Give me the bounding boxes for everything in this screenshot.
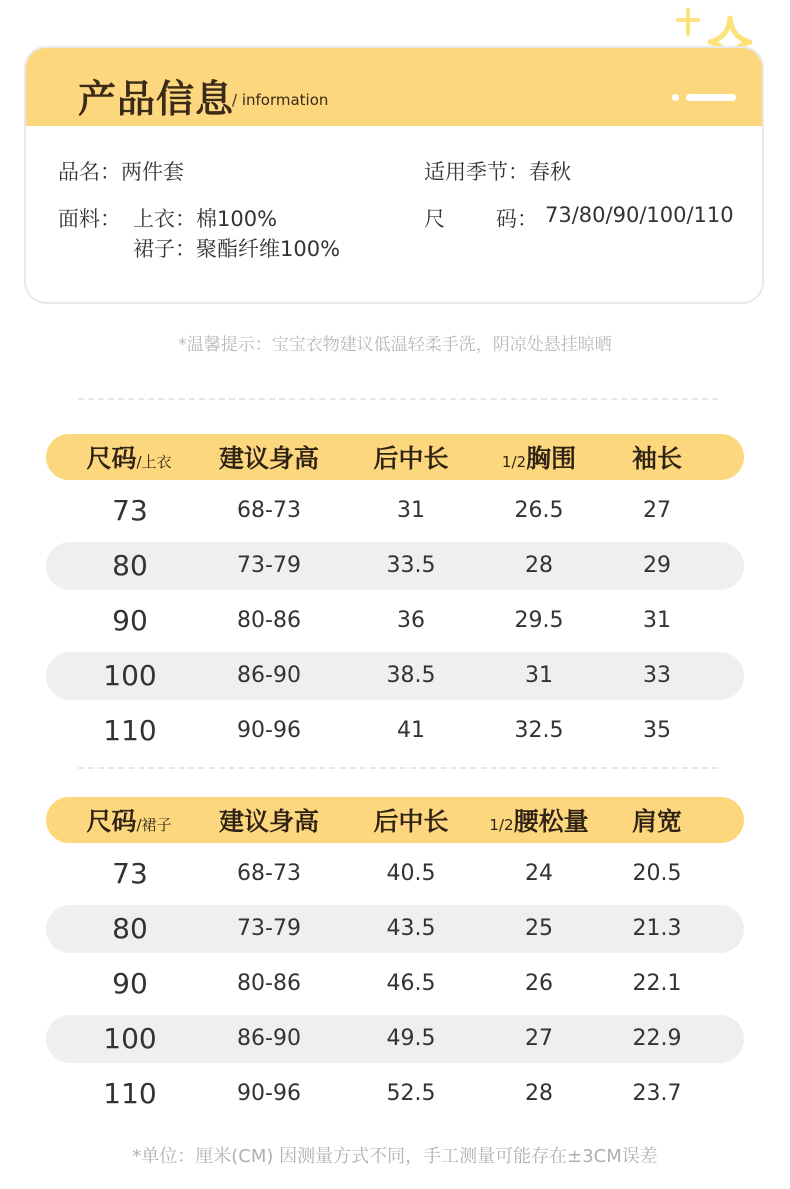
table-cell: 73 <box>112 857 148 890</box>
table-cell: 73-79 <box>237 553 301 578</box>
table-cell: 25 <box>525 916 553 941</box>
top-table-header <box>46 434 744 480</box>
product-name-label: 品名： <box>58 160 121 184</box>
table-cell: 38.5 <box>386 663 436 688</box>
top-col-sleeve: 袖长 <box>631 444 682 473</box>
table-cell: 43.5 <box>386 916 436 941</box>
top-col-height: 建议身高 <box>218 444 319 473</box>
size-label-1: 尺 <box>424 207 445 231</box>
table-cell: 41 <box>397 718 425 743</box>
table-cell: 31 <box>643 608 671 633</box>
product-name-value: 两件套 <box>121 160 184 184</box>
table-cell: 100 <box>103 1022 157 1055</box>
size-label-2: 码： <box>496 207 538 231</box>
table-cell: 110 <box>103 714 157 747</box>
table-row <box>46 850 744 898</box>
table-cell: 27 <box>525 1026 553 1051</box>
table-cell: 80-86 <box>237 608 301 633</box>
fabric-skirt: 裙子：聚酯纤维100% <box>133 237 341 261</box>
table-cell: 31 <box>397 498 425 523</box>
product-info-header <box>26 48 762 126</box>
table-cell: 49.5 <box>386 1026 436 1051</box>
table-cell: 22.1 <box>632 971 682 996</box>
table-cell: 90-96 <box>237 718 301 743</box>
table-row <box>46 1015 744 1063</box>
table-cell: 28 <box>525 1081 553 1106</box>
product-info-title: 产品信息 <box>78 77 235 121</box>
table-cell: 100 <box>103 659 157 692</box>
table-cell: 22.9 <box>632 1026 682 1051</box>
table-row <box>46 1070 744 1118</box>
table-cell: 23.7 <box>632 1081 682 1106</box>
table-row <box>46 707 744 755</box>
table-cell: 21.3 <box>632 916 682 941</box>
table-row <box>46 542 744 590</box>
table-row <box>46 597 744 645</box>
decor-dot <box>672 94 679 101</box>
season-label: 适用季节： <box>424 160 529 184</box>
skirt-col-waist: 1/2腰松量 <box>489 807 589 836</box>
skirt-col-height: 建议身高 <box>218 807 319 836</box>
table-cell: 110 <box>103 1077 157 1110</box>
table-cell: 28 <box>525 553 553 578</box>
table-cell: 52.5 <box>386 1081 436 1106</box>
skirt-col-size: 尺码/裙子 <box>86 807 172 836</box>
table-cell: 26.5 <box>514 498 564 523</box>
care-tip: *温馨提示：宝宝衣物建议低温轻柔手洗，阴凉处悬挂晾晒 <box>178 335 612 355</box>
divider <box>78 767 718 769</box>
table-cell: 73 <box>112 494 148 527</box>
decor-bar <box>686 94 736 101</box>
skirt-table-header <box>46 797 744 843</box>
table-row <box>46 487 744 535</box>
footer-note: *单位：厘米(CM) 因测量方式不同，手工测量可能存在±3CM误差 <box>132 1146 658 1167</box>
table-cell: 90 <box>112 967 148 1000</box>
table-cell: 31 <box>525 663 553 688</box>
table-cell: 33 <box>643 663 671 688</box>
table-cell: 29 <box>643 553 671 578</box>
table-cell: 24 <box>525 861 553 886</box>
table-row <box>46 905 744 953</box>
table-cell: 27 <box>643 498 671 523</box>
table-cell: 20.5 <box>632 861 682 886</box>
table-cell: 90-96 <box>237 1081 301 1106</box>
season-line <box>424 156 571 186</box>
table-cell: 40.5 <box>386 861 436 886</box>
table-cell: 90 <box>112 604 148 637</box>
season-value: 春秋 <box>529 160 571 184</box>
table-cell: 35 <box>643 718 671 743</box>
table-cell: 86-90 <box>237 1026 301 1051</box>
table-cell: 80-86 <box>237 971 301 996</box>
skirt-col-shoulder: 肩宽 <box>631 807 682 836</box>
table-cell: 68-73 <box>237 498 301 523</box>
top-col-chest: 1/2胸围 <box>501 444 577 473</box>
size-value: 73/80/90/100/110 <box>545 203 734 227</box>
table-cell: 80 <box>112 912 148 945</box>
table-cell: 36 <box>397 608 425 633</box>
divider <box>78 398 718 400</box>
table-cell: 68-73 <box>237 861 301 886</box>
table-cell: 29.5 <box>514 608 564 633</box>
product-name-line <box>58 156 184 186</box>
top-col-size: 尺码/上衣 <box>86 444 172 473</box>
skirt-col-back-length: 后中长 <box>373 807 449 836</box>
table-row <box>46 960 744 1008</box>
table-cell: 86-90 <box>237 663 301 688</box>
top-col-back-length: 后中长 <box>373 444 449 473</box>
table-cell: 46.5 <box>386 971 436 996</box>
table-cell: 33.5 <box>386 553 436 578</box>
fabric-top: 上衣：棉100% <box>133 207 278 231</box>
table-cell: 32.5 <box>514 718 564 743</box>
table-row <box>46 652 744 700</box>
table-cell: 80 <box>112 549 148 582</box>
product-info-subtitle: / information <box>232 91 329 109</box>
table-cell: 73-79 <box>237 916 301 941</box>
fabric-label: 面料： <box>58 207 121 231</box>
table-cell: 26 <box>525 971 553 996</box>
